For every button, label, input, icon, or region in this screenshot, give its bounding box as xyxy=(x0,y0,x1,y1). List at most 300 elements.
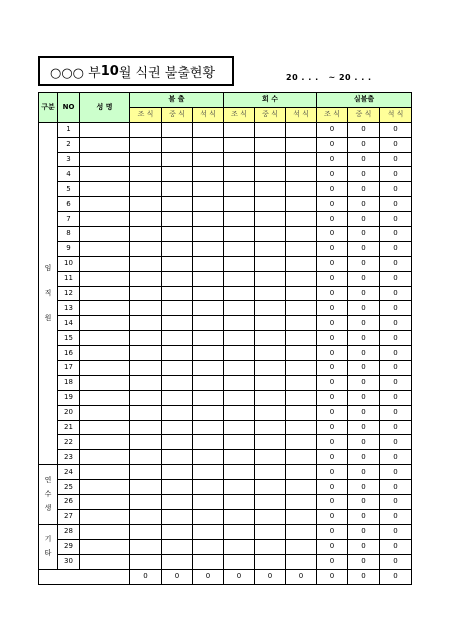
count-cell[interactable] xyxy=(286,450,317,465)
name-cell[interactable] xyxy=(80,524,130,539)
count-cell[interactable] xyxy=(224,524,255,539)
count-cell[interactable] xyxy=(255,450,286,465)
count-cell[interactable] xyxy=(193,361,224,376)
header-meal: 조 식 xyxy=(317,107,348,122)
count-cell[interactable] xyxy=(130,361,162,376)
row-number: 2 xyxy=(58,137,80,152)
row-number: 27 xyxy=(58,509,80,524)
count-cell[interactable] xyxy=(255,390,286,405)
count-cell[interactable] xyxy=(286,212,317,227)
actual-count-cell: 0 xyxy=(380,167,412,182)
count-cell[interactable] xyxy=(255,316,286,331)
count-cell[interactable] xyxy=(162,390,193,405)
count-cell[interactable] xyxy=(162,212,193,227)
count-cell[interactable] xyxy=(193,554,224,569)
actual-count-cell: 0 xyxy=(317,554,348,569)
count-cell[interactable] xyxy=(224,509,255,524)
count-cell[interactable] xyxy=(162,301,193,316)
count-cell[interactable] xyxy=(255,554,286,569)
count-cell[interactable] xyxy=(130,271,162,286)
count-cell[interactable] xyxy=(286,405,317,420)
count-cell[interactable] xyxy=(193,480,224,495)
name-cell[interactable] xyxy=(80,346,130,361)
table-row xyxy=(39,539,412,554)
name-cell[interactable] xyxy=(80,212,130,227)
count-cell[interactable] xyxy=(255,480,286,495)
count-cell[interactable] xyxy=(130,509,162,524)
count-cell[interactable] xyxy=(130,182,162,197)
count-cell[interactable] xyxy=(130,435,162,450)
actual-count-cell: 0 xyxy=(380,495,412,510)
actual-count-cell: 0 xyxy=(317,152,348,167)
table-row xyxy=(39,167,412,182)
count-cell[interactable] xyxy=(193,316,224,331)
count-cell[interactable] xyxy=(286,465,317,480)
count-cell[interactable] xyxy=(162,405,193,420)
row-number: 5 xyxy=(58,182,80,197)
count-cell[interactable] xyxy=(162,271,193,286)
table-row xyxy=(39,227,412,242)
count-cell[interactable] xyxy=(162,361,193,376)
count-cell[interactable] xyxy=(162,509,193,524)
count-cell[interactable] xyxy=(224,405,255,420)
count-cell[interactable] xyxy=(224,137,255,152)
count-cell[interactable] xyxy=(224,435,255,450)
actual-count-cell: 0 xyxy=(348,256,380,271)
count-cell[interactable] xyxy=(286,122,317,137)
count-cell[interactable] xyxy=(286,152,317,167)
actual-count-cell: 0 xyxy=(317,539,348,554)
count-cell[interactable] xyxy=(162,420,193,435)
name-cell[interactable] xyxy=(80,539,130,554)
count-cell[interactable] xyxy=(162,316,193,331)
name-cell[interactable] xyxy=(80,361,130,376)
count-cell[interactable] xyxy=(130,197,162,212)
count-cell[interactable] xyxy=(255,524,286,539)
total-cell: 0 xyxy=(255,569,286,584)
actual-count-cell: 0 xyxy=(348,405,380,420)
count-cell[interactable] xyxy=(224,316,255,331)
name-cell[interactable] xyxy=(80,271,130,286)
count-cell[interactable] xyxy=(255,495,286,510)
actual-count-cell: 0 xyxy=(348,167,380,182)
name-cell[interactable] xyxy=(80,435,130,450)
actual-count-cell: 0 xyxy=(348,212,380,227)
count-cell[interactable] xyxy=(193,375,224,390)
table-row xyxy=(39,152,412,167)
count-cell[interactable] xyxy=(130,331,162,346)
count-cell[interactable] xyxy=(193,390,224,405)
count-cell[interactable] xyxy=(130,495,162,510)
count-cell[interactable] xyxy=(162,450,193,465)
actual-count-cell: 0 xyxy=(317,346,348,361)
section-label-char: 수 xyxy=(44,490,52,499)
count-cell[interactable] xyxy=(193,256,224,271)
count-cell[interactable] xyxy=(224,539,255,554)
name-cell[interactable] xyxy=(80,420,130,435)
count-cell[interactable] xyxy=(286,316,317,331)
actual-count-cell: 0 xyxy=(348,509,380,524)
row-number: 24 xyxy=(58,465,80,480)
count-cell[interactable] xyxy=(193,495,224,510)
count-cell[interactable] xyxy=(286,167,317,182)
count-cell[interactable] xyxy=(130,167,162,182)
name-cell[interactable] xyxy=(80,167,130,182)
count-cell[interactable] xyxy=(193,524,224,539)
count-cell[interactable] xyxy=(224,331,255,346)
count-cell[interactable] xyxy=(255,509,286,524)
count-cell[interactable] xyxy=(286,420,317,435)
count-cell[interactable] xyxy=(255,420,286,435)
count-cell[interactable] xyxy=(193,420,224,435)
count-cell[interactable] xyxy=(286,286,317,301)
count-cell[interactable] xyxy=(130,390,162,405)
header-category: 구분 xyxy=(39,93,58,123)
actual-count-cell: 0 xyxy=(317,122,348,137)
actual-count-cell: 0 xyxy=(348,539,380,554)
header-group-actual: 실불출 xyxy=(317,93,412,108)
count-cell[interactable] xyxy=(162,167,193,182)
count-cell[interactable] xyxy=(162,375,193,390)
count-cell[interactable] xyxy=(130,227,162,242)
actual-count-cell: 0 xyxy=(317,227,348,242)
count-cell[interactable] xyxy=(224,495,255,510)
actual-count-cell: 0 xyxy=(348,495,380,510)
name-cell[interactable] xyxy=(80,137,130,152)
count-cell[interactable] xyxy=(193,241,224,256)
name-cell[interactable] xyxy=(80,331,130,346)
name-cell[interactable] xyxy=(80,122,130,137)
count-cell[interactable] xyxy=(224,361,255,376)
table-row xyxy=(39,420,412,435)
count-cell[interactable] xyxy=(193,509,224,524)
actual-count-cell: 0 xyxy=(317,420,348,435)
count-cell[interactable] xyxy=(130,524,162,539)
header-meal: 조 식 xyxy=(130,107,162,122)
count-cell[interactable] xyxy=(130,554,162,569)
count-cell[interactable] xyxy=(193,301,224,316)
count-cell[interactable] xyxy=(224,122,255,137)
actual-count-cell: 0 xyxy=(317,509,348,524)
count-cell[interactable] xyxy=(162,182,193,197)
actual-count-cell: 0 xyxy=(317,137,348,152)
count-cell[interactable] xyxy=(255,361,286,376)
count-cell[interactable] xyxy=(286,524,317,539)
section-label-char: 임 xyxy=(44,264,52,273)
count-cell[interactable] xyxy=(224,286,255,301)
count-cell[interactable] xyxy=(193,331,224,346)
count-cell[interactable] xyxy=(255,331,286,346)
actual-count-cell: 0 xyxy=(317,480,348,495)
actual-count-cell: 0 xyxy=(317,375,348,390)
count-cell[interactable] xyxy=(286,539,317,554)
name-cell[interactable] xyxy=(80,227,130,242)
count-cell[interactable] xyxy=(286,241,317,256)
actual-count-cell: 0 xyxy=(317,405,348,420)
count-cell[interactable] xyxy=(255,167,286,182)
count-cell[interactable] xyxy=(224,420,255,435)
actual-count-cell: 0 xyxy=(348,554,380,569)
count-cell[interactable] xyxy=(162,331,193,346)
count-cell[interactable] xyxy=(162,197,193,212)
count-cell[interactable] xyxy=(255,539,286,554)
row-number: 26 xyxy=(58,495,80,510)
row-number: 17 xyxy=(58,361,80,376)
section-label xyxy=(39,122,58,464)
count-cell[interactable] xyxy=(255,286,286,301)
count-cell[interactable] xyxy=(193,450,224,465)
count-cell[interactable] xyxy=(286,331,317,346)
name-cell[interactable] xyxy=(80,375,130,390)
row-number: 4 xyxy=(58,167,80,182)
table-row xyxy=(39,316,412,331)
name-cell[interactable] xyxy=(80,495,130,510)
name-cell[interactable] xyxy=(80,554,130,569)
count-cell[interactable] xyxy=(193,167,224,182)
name-cell[interactable] xyxy=(80,405,130,420)
count-cell[interactable] xyxy=(224,182,255,197)
count-cell[interactable] xyxy=(130,301,162,316)
total-row xyxy=(39,569,412,584)
count-cell[interactable] xyxy=(130,420,162,435)
actual-count-cell: 0 xyxy=(348,271,380,286)
actual-count-cell: 0 xyxy=(348,390,380,405)
count-cell[interactable] xyxy=(193,197,224,212)
count-cell[interactable] xyxy=(162,122,193,137)
count-cell[interactable] xyxy=(286,435,317,450)
count-cell[interactable] xyxy=(162,465,193,480)
count-cell[interactable] xyxy=(224,227,255,242)
name-cell[interactable] xyxy=(80,390,130,405)
count-cell[interactable] xyxy=(130,465,162,480)
count-cell[interactable] xyxy=(224,197,255,212)
count-cell[interactable] xyxy=(130,316,162,331)
header-meal: 석 식 xyxy=(380,107,412,122)
count-cell[interactable] xyxy=(255,346,286,361)
row-number: 15 xyxy=(58,331,80,346)
count-cell[interactable] xyxy=(130,450,162,465)
name-cell[interactable] xyxy=(80,480,130,495)
count-cell[interactable] xyxy=(224,554,255,569)
count-cell[interactable] xyxy=(162,524,193,539)
name-cell[interactable] xyxy=(80,152,130,167)
count-cell[interactable] xyxy=(255,435,286,450)
count-cell[interactable] xyxy=(255,256,286,271)
count-cell[interactable] xyxy=(286,256,317,271)
row-number: 1 xyxy=(58,122,80,137)
count-cell[interactable] xyxy=(193,405,224,420)
actual-count-cell: 0 xyxy=(317,212,348,227)
actual-count-cell: 0 xyxy=(380,271,412,286)
count-cell[interactable] xyxy=(224,346,255,361)
count-cell[interactable] xyxy=(130,286,162,301)
count-cell[interactable] xyxy=(224,167,255,182)
date-range: 20 . . . ~ 20 . . . xyxy=(286,73,372,82)
count-cell[interactable] xyxy=(162,480,193,495)
count-cell[interactable] xyxy=(130,539,162,554)
actual-count-cell: 0 xyxy=(317,271,348,286)
count-cell[interactable] xyxy=(193,137,224,152)
name-cell[interactable] xyxy=(80,316,130,331)
count-cell[interactable] xyxy=(286,227,317,242)
count-cell[interactable] xyxy=(255,227,286,242)
count-cell[interactable] xyxy=(224,450,255,465)
title-suffix: 월 식권 불출현황 xyxy=(118,65,215,81)
count-cell[interactable] xyxy=(193,212,224,227)
count-cell[interactable] xyxy=(286,509,317,524)
count-cell[interactable] xyxy=(286,182,317,197)
count-cell[interactable] xyxy=(286,375,317,390)
count-cell[interactable] xyxy=(286,495,317,510)
count-cell[interactable] xyxy=(224,241,255,256)
row-number: 30 xyxy=(58,554,80,569)
actual-count-cell: 0 xyxy=(348,301,380,316)
count-cell[interactable] xyxy=(193,346,224,361)
name-cell[interactable] xyxy=(80,256,130,271)
count-cell[interactable] xyxy=(162,495,193,510)
actual-count-cell: 0 xyxy=(380,405,412,420)
count-cell[interactable] xyxy=(130,480,162,495)
count-cell[interactable] xyxy=(162,286,193,301)
count-cell[interactable] xyxy=(224,271,255,286)
table-row xyxy=(39,122,412,137)
count-cell[interactable] xyxy=(224,480,255,495)
actual-count-cell: 0 xyxy=(348,152,380,167)
count-cell[interactable] xyxy=(255,212,286,227)
table-row xyxy=(39,286,412,301)
count-cell[interactable] xyxy=(162,152,193,167)
row-number: 11 xyxy=(58,271,80,286)
count-cell[interactable] xyxy=(193,435,224,450)
actual-count-cell: 0 xyxy=(317,390,348,405)
count-cell[interactable] xyxy=(286,480,317,495)
total-cell: 0 xyxy=(317,569,348,584)
count-cell[interactable] xyxy=(193,539,224,554)
name-cell[interactable] xyxy=(80,286,130,301)
count-cell[interactable] xyxy=(286,554,317,569)
actual-count-cell: 0 xyxy=(380,182,412,197)
actual-count-cell: 0 xyxy=(348,137,380,152)
count-cell[interactable] xyxy=(224,152,255,167)
count-cell[interactable] xyxy=(255,465,286,480)
row-number: 12 xyxy=(58,286,80,301)
count-cell[interactable] xyxy=(255,375,286,390)
count-cell[interactable] xyxy=(193,227,224,242)
count-cell[interactable] xyxy=(162,346,193,361)
row-number: 13 xyxy=(58,301,80,316)
count-cell[interactable] xyxy=(224,256,255,271)
count-cell[interactable] xyxy=(286,137,317,152)
actual-count-cell: 0 xyxy=(380,241,412,256)
actual-count-cell: 0 xyxy=(348,450,380,465)
count-cell[interactable] xyxy=(130,405,162,420)
name-cell[interactable] xyxy=(80,465,130,480)
name-cell[interactable] xyxy=(80,450,130,465)
count-cell[interactable] xyxy=(130,241,162,256)
count-cell[interactable] xyxy=(162,539,193,554)
count-cell[interactable] xyxy=(162,554,193,569)
actual-count-cell: 0 xyxy=(380,450,412,465)
count-cell[interactable] xyxy=(193,122,224,137)
actual-count-cell: 0 xyxy=(380,346,412,361)
count-cell[interactable] xyxy=(162,227,193,242)
table-row xyxy=(39,256,412,271)
name-cell[interactable] xyxy=(80,182,130,197)
count-cell[interactable] xyxy=(130,346,162,361)
count-cell[interactable] xyxy=(255,122,286,137)
count-cell[interactable] xyxy=(162,435,193,450)
actual-count-cell: 0 xyxy=(317,495,348,510)
count-cell[interactable] xyxy=(286,197,317,212)
count-cell[interactable] xyxy=(130,137,162,152)
section-label-char: 생 xyxy=(44,504,52,513)
row-number: 8 xyxy=(58,227,80,242)
count-cell[interactable] xyxy=(130,256,162,271)
name-cell[interactable] xyxy=(80,241,130,256)
count-cell[interactable] xyxy=(224,301,255,316)
table-row xyxy=(39,241,412,256)
count-cell[interactable] xyxy=(255,197,286,212)
count-cell[interactable] xyxy=(130,122,162,137)
count-cell[interactable] xyxy=(193,182,224,197)
table-row xyxy=(39,331,412,346)
count-cell[interactable] xyxy=(224,465,255,480)
row-number: 21 xyxy=(58,420,80,435)
count-cell[interactable] xyxy=(162,256,193,271)
actual-count-cell: 0 xyxy=(380,435,412,450)
count-cell[interactable] xyxy=(193,465,224,480)
row-number: 25 xyxy=(58,480,80,495)
table-row xyxy=(39,495,412,510)
count-cell[interactable] xyxy=(224,212,255,227)
count-cell[interactable] xyxy=(255,405,286,420)
count-cell[interactable] xyxy=(255,301,286,316)
name-cell[interactable] xyxy=(80,197,130,212)
count-cell[interactable] xyxy=(286,301,317,316)
count-cell[interactable] xyxy=(224,375,255,390)
count-cell[interactable] xyxy=(193,271,224,286)
count-cell[interactable] xyxy=(130,375,162,390)
count-cell[interactable] xyxy=(130,152,162,167)
total-cell: 0 xyxy=(224,569,255,584)
count-cell[interactable] xyxy=(193,286,224,301)
count-cell[interactable] xyxy=(162,241,193,256)
row-number: 18 xyxy=(58,375,80,390)
name-cell[interactable] xyxy=(80,509,130,524)
count-cell[interactable] xyxy=(286,346,317,361)
table-row xyxy=(39,346,412,361)
name-cell[interactable] xyxy=(80,301,130,316)
count-cell[interactable] xyxy=(255,182,286,197)
count-cell[interactable] xyxy=(162,137,193,152)
count-cell[interactable] xyxy=(286,390,317,405)
count-cell[interactable] xyxy=(224,390,255,405)
actual-count-cell: 0 xyxy=(380,227,412,242)
actual-count-cell: 0 xyxy=(380,361,412,376)
count-cell[interactable] xyxy=(255,152,286,167)
row-number: 10 xyxy=(58,256,80,271)
count-cell[interactable] xyxy=(130,212,162,227)
header-meal: 중 식 xyxy=(255,107,286,122)
count-cell[interactable] xyxy=(193,152,224,167)
count-cell[interactable] xyxy=(286,361,317,376)
count-cell[interactable] xyxy=(255,137,286,152)
count-cell[interactable] xyxy=(286,271,317,286)
count-cell[interactable] xyxy=(255,241,286,256)
count-cell[interactable] xyxy=(255,271,286,286)
row-number: 7 xyxy=(58,212,80,227)
table-row xyxy=(39,435,412,450)
